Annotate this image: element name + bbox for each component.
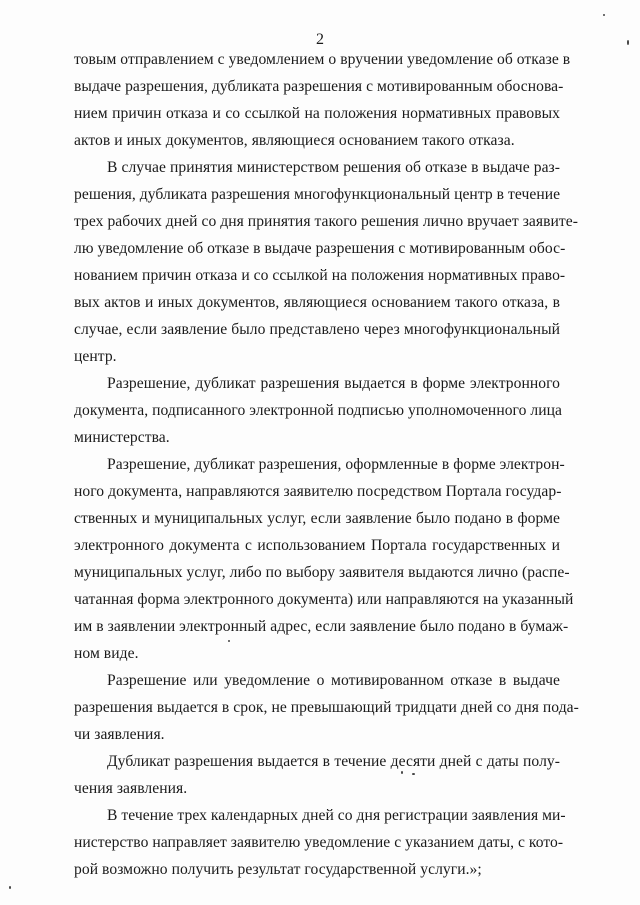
text-line: вых актов и иных документов, являющиеся основанием такого отказа, в bbox=[74, 294, 560, 311]
text-line: Разрешение, дубликат разрешения выдается в форме электронного bbox=[107, 375, 560, 392]
scan-speck bbox=[401, 771, 403, 774]
text-line: чения заявления. bbox=[74, 780, 188, 797]
text-line: актов и иных документов, являющиеся основанием такого отказа. bbox=[74, 132, 515, 149]
scan-speck bbox=[228, 640, 230, 642]
scan-speck bbox=[9, 886, 11, 889]
scan-speck bbox=[412, 773, 415, 775]
page-number: 2 bbox=[315, 31, 325, 48]
text-line: нованием причин отказа и со ссылкой на положения нормативных право- bbox=[74, 267, 566, 284]
text-line: решения, дубликата разрешения многофункциональный центр в течение bbox=[74, 186, 561, 203]
text-line: документа, подписанного электронной подписью уполномоченного лица bbox=[74, 402, 563, 419]
text-line: Разрешение, дубликат разрешения, оформленные в форме электрон- bbox=[107, 456, 565, 473]
text-line: электронного документа с использованием Портала государственных и bbox=[74, 537, 560, 554]
text-line: им в заявлении электронный адрес, если заявление было подано в бумаж- bbox=[74, 618, 569, 635]
text-line: лю уведомление об отказе в выдаче разрешения с мотивированным обос- bbox=[74, 240, 566, 257]
text-line: трех рабочих дней со дня принятия такого решения лично вручает заявите- bbox=[74, 213, 579, 230]
text-line: В течение трех календарных дней со дня регистрации заявления ми- bbox=[107, 807, 566, 824]
text-line: чи заявления. bbox=[74, 726, 165, 743]
text-line: выдаче разрешения, дубликата разрешения с мотивированным обоснова- bbox=[74, 78, 564, 95]
text-line: Дубликат разрешения выдается в течение десяти дней с даты полу- bbox=[107, 753, 560, 770]
text-line: ном виде. bbox=[74, 645, 139, 662]
text-line: товым отправлением с уведомлением о вручении уведомление об отказе в bbox=[74, 51, 571, 68]
text-line: случае, если заявление было представлено через многофункциональный bbox=[74, 321, 560, 338]
text-line: рой возможно получить результат государственной услуги.»; bbox=[74, 861, 482, 878]
text-line: В случае принятия министерством решения об отказе в выдаче раз- bbox=[107, 159, 560, 176]
text-line: нистерство направляет заявителю уведомление с указанием даты, с кото- bbox=[74, 834, 564, 851]
text-line: Разрешение или уведомление о мотивированном отказе в выдаче bbox=[107, 672, 560, 689]
scan-speck bbox=[603, 14, 605, 16]
text-line: разрешения выдается в срок, не превышающий тридцати дней со дня пода- bbox=[74, 699, 579, 716]
scan-speck bbox=[627, 40, 629, 45]
text-line: ственных и муниципальных услуг, если заявление было подано в форме bbox=[74, 510, 560, 527]
text-line: чатанная форма электронного документа) или направляются на указанный bbox=[74, 591, 574, 608]
text-line: муниципальных услуг, либо по выбору заявителя выдаются лично (распе- bbox=[74, 564, 570, 581]
text-line: министерства. bbox=[74, 429, 170, 446]
text-line: центр. bbox=[74, 348, 117, 365]
text-line: ного документа, направляются заявителю посредством Портала государ- bbox=[74, 483, 562, 500]
text-line: нием причин отказа и со ссылкой на положения нормативных правовых bbox=[74, 105, 560, 122]
